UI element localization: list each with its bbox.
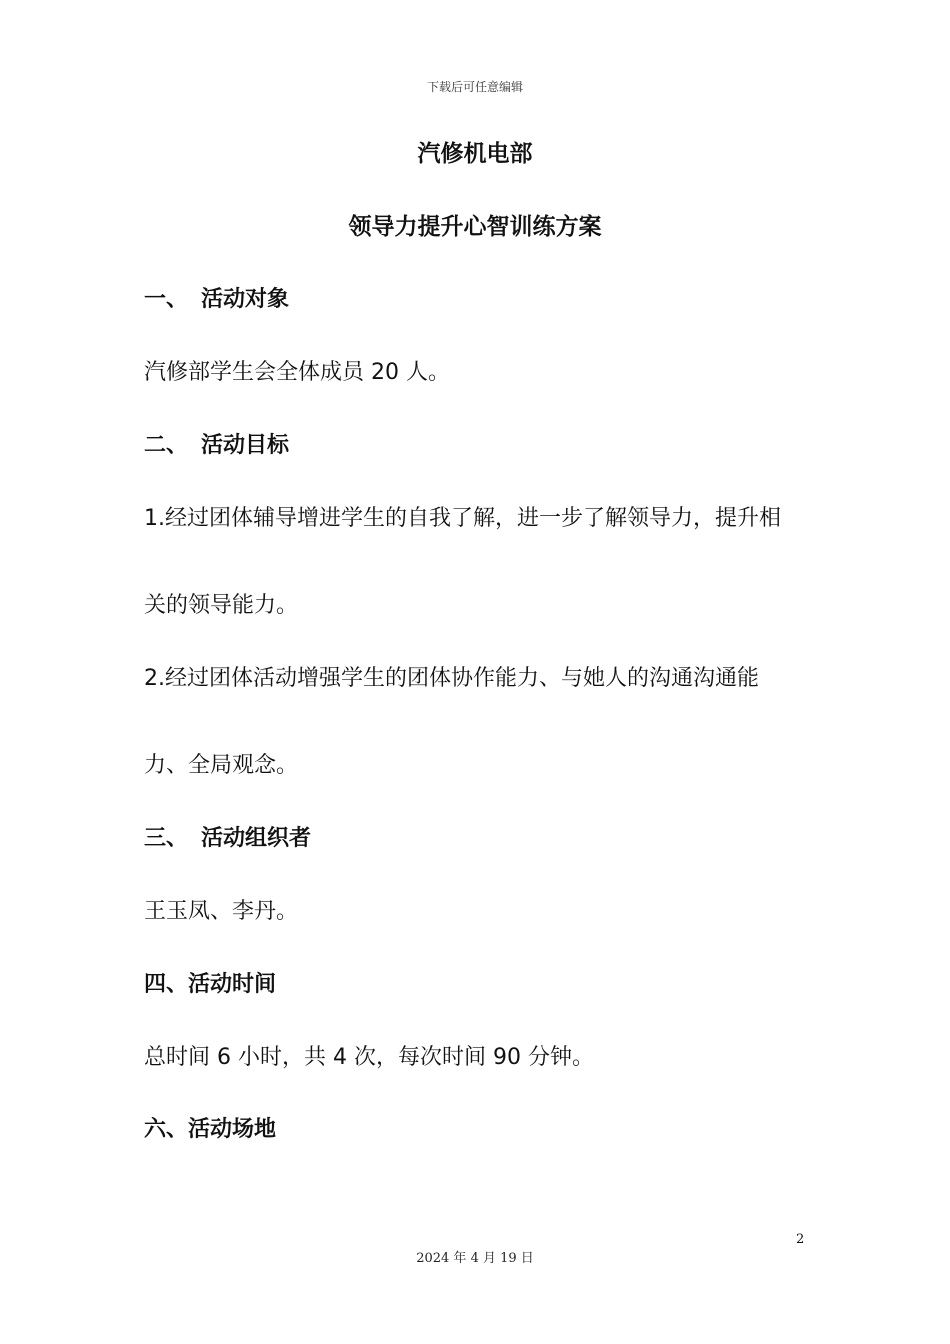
section-heading-goals — [144, 428, 289, 459]
document-subtitle: 领导力提升心智训练方案 — [348, 214, 602, 240]
goal-2-line-2: 力、全局观念。 — [144, 753, 299, 778]
footer-date: 2024 年 4 月 19 日 — [416, 1251, 534, 1266]
section-heading-target — [144, 282, 289, 313]
section-body-target: 汽修部学生会全体成员 20 人。 — [144, 360, 450, 385]
document-title: 汽修机电部 — [417, 141, 533, 167]
goal-1-line-2: 关的领导能力。 — [144, 593, 299, 618]
section-heading-venue: 六、活动场地 — [144, 1117, 277, 1142]
page-number: 2 — [796, 1232, 805, 1247]
section-heading-organizers — [144, 821, 311, 852]
header-note: 下载后可任意编辑 — [426, 80, 523, 94]
section-title: 活动组织者 — [201, 826, 312, 851]
section-title: 活动目标 — [201, 433, 290, 458]
section-number: 一、 — [144, 287, 189, 312]
section-number: 二、 — [144, 433, 189, 458]
goal-2-line-1: 2.经过团体活动增强学生的团体协作能力、与她人的沟通沟通能 — [144, 666, 759, 691]
section-title: 活动对象 — [201, 287, 290, 312]
section-body-time: 总时间 6 小时，共 4 次，每次时间 90 分钟。 — [144, 1045, 594, 1070]
section-body-organizers: 王玉凤、李丹。 — [144, 899, 299, 924]
section-heading-time: 四、活动时间 — [144, 972, 277, 997]
goal-1-line-1: 1.经过团体辅导增进学生的自我了解，进一步了解领导力，提升相 — [144, 506, 781, 531]
section-number: 三、 — [144, 826, 189, 851]
